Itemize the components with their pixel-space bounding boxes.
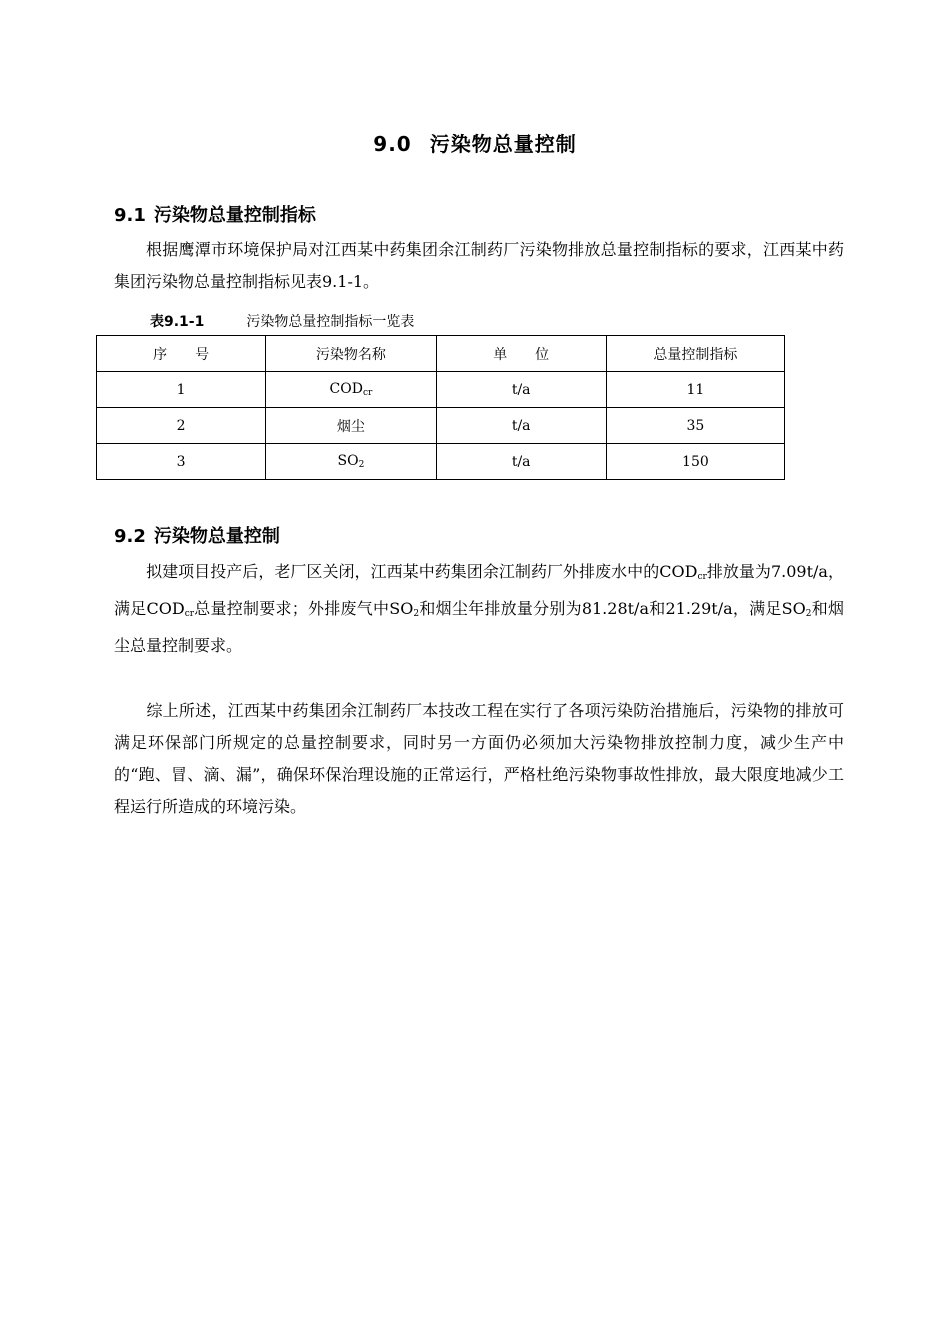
table-row (97, 444, 785, 480)
cell-no: 1 (97, 372, 266, 408)
cell-unit: t/a (436, 408, 606, 444)
cell-no: 3 (97, 444, 266, 480)
cell-name: $SO_2$ (266, 444, 436, 480)
cell-name: $COD_{cr}$ (266, 372, 436, 408)
cell-no: 2 (97, 408, 266, 444)
cell-value: 11 (606, 372, 784, 408)
header-cell-no: 序 号 (97, 336, 266, 372)
table-caption (150, 311, 414, 331)
subsection-number: 9.1 (114, 205, 146, 226)
cell-value: 35 (606, 408, 784, 444)
control-paragraph: 拟建项目投产后，老厂区关闭，江西某中药集团余江制药厂外排废水中的$COD_{cr}$排放量为7.09t/a，满足$COD_{cr}$总量控制要求；外排废气中$SO_2$和烟尘年排放量分别为81.28t/a和21.29t/a，满足$SO_2$和烟尘总量控制要求。 (114, 562, 844, 655)
subsection-title: 污染物总量控制指标 (153, 205, 316, 226)
cell-unit: t/a (436, 444, 606, 480)
section-title (0, 128, 950, 157)
table-row (97, 408, 785, 444)
intro-paragraph: 根据鹰潭市环境保护局对江西某中药集团余江制药厂污染物排放总量控制指标的要求，江西某中药集团污染物总量控制指标见表9.1-1。 (114, 240, 844, 291)
table-row (97, 372, 785, 408)
header-cell-name: 污染物名称 (266, 336, 436, 372)
subsection-number: 9.2 (114, 526, 146, 547)
subsection-heading-9-1 (114, 201, 316, 227)
table-caption-label: 表9.1-1 (150, 314, 205, 330)
pollutant-control-table (96, 335, 785, 480)
header-cell-unit: 单 位 (436, 336, 606, 372)
section-title-text: 污染物总量控制 (429, 132, 577, 156)
subsection-title: 污染物总量控制 (153, 526, 280, 547)
table-caption-text: 污染物总量控制指标一览表 (246, 314, 415, 330)
section-number: 9.0 (373, 132, 412, 156)
cell-value: 150 (606, 444, 784, 480)
cell-unit: t/a (436, 372, 606, 408)
subsection-heading-9-2 (114, 522, 280, 548)
summary-paragraph: 综上所述，江西某中药集团余江制药厂本技改工程在实行了各项污染防治措施后，污染物的排放可满足环保部门所规定的总量控制要求，同时另一方面仍必须加大污染物排放控制力度，减少生产中的“跑、冒、滴、漏”，确保环保治理设施的正常运行，严格杜绝污染物事故性排放，最大限度地减少工程运行所造成的环境污染。 (114, 701, 844, 816)
cell-name: 烟尘 (266, 408, 436, 444)
header-cell-limit: 总量控制指标 (606, 336, 784, 372)
table-header-row (97, 336, 785, 372)
